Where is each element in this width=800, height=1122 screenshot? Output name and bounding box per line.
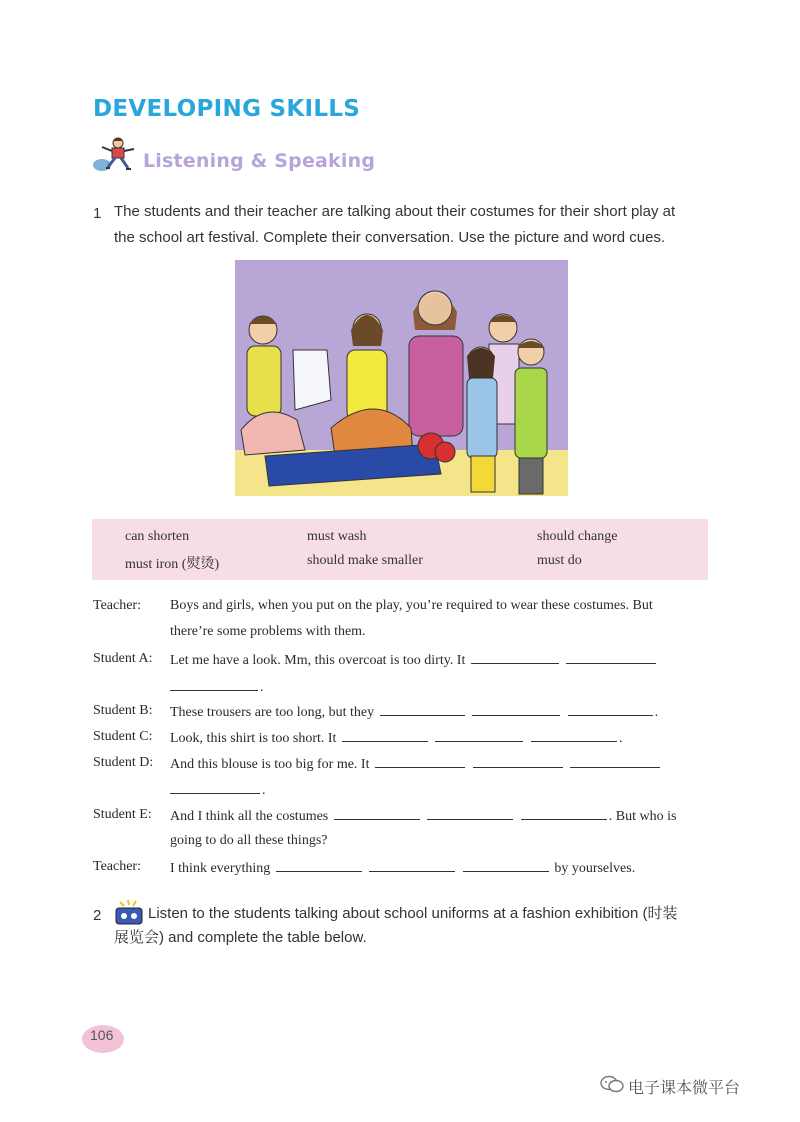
answer-blank[interactable] <box>570 755 660 768</box>
speaker-label: Teacher: <box>93 859 141 874</box>
answer-blank[interactable] <box>566 651 656 664</box>
costumes-illustration <box>235 260 568 496</box>
answer-blank[interactable] <box>369 859 455 872</box>
answer-blank[interactable] <box>375 755 465 768</box>
answer-blank[interactable] <box>463 859 549 872</box>
dialogue-text: These trousers are too long, but they <box>170 705 375 720</box>
watermark-text: 电子课本微平台 <box>628 1077 741 1097</box>
dialogue-line <box>170 703 658 721</box>
answer-blank[interactable] <box>521 807 607 820</box>
answer-blank[interactable] <box>170 678 258 691</box>
dialogue-line <box>170 781 266 799</box>
dialogue-text: . <box>618 731 623 746</box>
dialogue-text: I think everything <box>170 861 271 876</box>
word-cue-box <box>92 519 708 580</box>
task-2-number: 2 <box>93 907 102 924</box>
watermark <box>600 1074 740 1098</box>
word-cue: can shorten <box>125 529 190 544</box>
dialogue-text: . But who is <box>608 809 677 824</box>
speaker-label: Student D: <box>93 755 154 770</box>
task-1-instruction <box>114 199 675 251</box>
task-2-line-1: Listen to the students talking about school uniforms at a fashion exhibition (时装 <box>148 905 678 922</box>
answer-blank[interactable] <box>472 703 560 716</box>
page-number: 106 <box>90 1027 114 1043</box>
answer-blank[interactable] <box>568 703 653 716</box>
dialogue-text: And I think all the costumes <box>170 809 329 824</box>
dialogue-line <box>170 651 658 669</box>
speaker-label: Student B: <box>93 703 153 718</box>
answer-blank[interactable] <box>380 703 465 716</box>
answer-blank[interactable] <box>435 729 523 742</box>
listening-cassette-icon <box>114 900 144 926</box>
dialogue-text: . <box>262 783 266 798</box>
word-cue: must wash <box>307 529 367 544</box>
word-cue: must iron (熨烫) <box>125 557 220 572</box>
answer-blank[interactable] <box>473 755 563 768</box>
answer-blank[interactable] <box>471 651 559 664</box>
speaker-label: Student E: <box>93 807 152 822</box>
task-1-line-2: the school art festival. Complete their conversation. Use the picture and word cues. <box>114 229 666 246</box>
dialogue-line <box>170 859 635 877</box>
dialogue-line: going to do all these things? <box>170 833 328 848</box>
answer-blank[interactable] <box>342 729 428 742</box>
word-cue: should make smaller <box>307 553 423 568</box>
task-2-line-2: 展览会) and complete the table below. <box>114 929 367 946</box>
dialogue-text: by yourselves. <box>554 861 636 876</box>
running-figure-icon <box>92 135 140 173</box>
dialogue-line <box>170 807 676 825</box>
answer-blank[interactable] <box>334 807 420 820</box>
subsection-title: Listening & Speaking <box>143 150 376 172</box>
answer-blank[interactable] <box>170 781 260 794</box>
task-1-line-1: The students and their teacher are talking about their costumes for their short play at <box>114 203 676 220</box>
speaker-label: Student C: <box>93 729 153 744</box>
answer-blank[interactable] <box>531 729 617 742</box>
answer-blank[interactable] <box>427 807 513 820</box>
dialogue-text: Look, this shirt is too short. It <box>170 731 337 746</box>
dialogue-line <box>170 729 622 747</box>
speaker-label: Student A: <box>93 651 153 666</box>
dialogue-line <box>170 678 264 696</box>
dialogue-text: And this blouse is too big for me. It <box>170 757 370 772</box>
dialogue-line: Boys and girls, when you put on the play, you’re required to wear these costumes. But <box>170 598 653 613</box>
dialogue-line: there’re some problems with them. <box>170 624 366 639</box>
word-cue: should change <box>537 529 618 544</box>
answer-blank[interactable] <box>276 859 362 872</box>
dialogue-text: . <box>260 680 264 695</box>
dialogue-text: Let me have a look. Mm, this overcoat is too dirty. It <box>170 653 466 668</box>
wechat-icon <box>600 1074 624 1098</box>
speaker-label: Teacher: <box>93 598 141 613</box>
task-1-number: 1 <box>93 205 102 222</box>
dialogue-text: . <box>654 705 659 720</box>
dialogue-line <box>170 755 662 773</box>
word-cue: must do <box>537 553 582 568</box>
section-title: DEVELOPING SKILLS <box>93 96 361 122</box>
